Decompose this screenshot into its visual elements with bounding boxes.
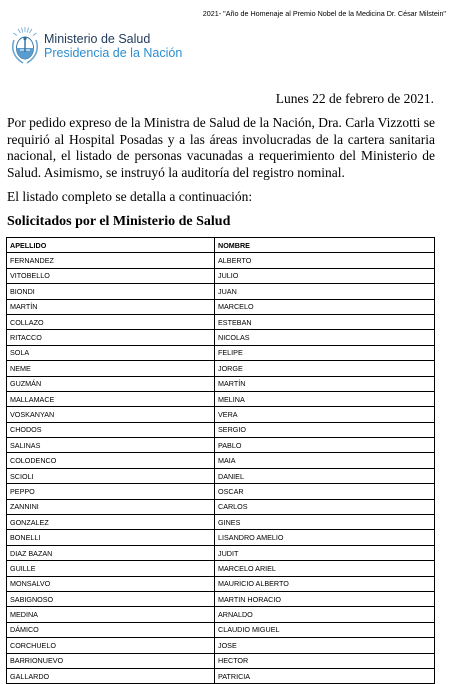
nombre-cell: MARCELO ARIEL: [215, 561, 435, 576]
intro-paragraph: Por pedido expreso de la Ministra de Salud de la Nación, Dra. Carla Vizzotti se requirió al Hospital Posadas y a las áreas involucradas de la cartera sanitaria nacional, el listado de personas vacunadas a requerimiento del Ministerio de Salud. Asimismo, se instruyó la auditoría del registro nominal.: [7, 115, 435, 180]
apellido-cell: GONZALEZ: [7, 515, 215, 530]
nombre-cell: ESTEBAN: [215, 314, 435, 329]
nombre-cell: NICOLAS: [215, 330, 435, 345]
argentina-coat-of-arms-icon: [10, 26, 40, 66]
apellido-cell: DIAZ BAZAN: [7, 545, 215, 560]
table-row: [7, 391, 435, 406]
nombre-cell: HECTOR: [215, 653, 435, 668]
nombre-cell: PABLO: [215, 438, 435, 453]
apellido-cell: GALLARDO: [7, 668, 215, 683]
apellido-cell: SALINAS: [7, 438, 215, 453]
nombre-cell: JOSE: [215, 638, 435, 653]
apellido-cell: MEDINA: [7, 607, 215, 622]
nombre-cell: MARCELO: [215, 299, 435, 314]
apellido-cell: FERNANDEZ: [7, 253, 215, 268]
nombre-cell: PATRICIA: [215, 668, 435, 683]
apellido-cell: CORCHUELO: [7, 638, 215, 653]
table-row: [7, 545, 435, 560]
vaccinated-list-table: [6, 237, 435, 684]
nombre-cell: VERA: [215, 407, 435, 422]
table-row: [7, 468, 435, 483]
nombre-cell: SERGIO: [215, 422, 435, 437]
table-row: [7, 407, 435, 422]
table-row: [7, 591, 435, 606]
apellido-cell: DÁMICO: [7, 622, 215, 637]
table-row: [7, 453, 435, 468]
nombre-cell: MARTIN HORACIO: [215, 591, 435, 606]
table-row: [7, 345, 435, 360]
table-row: [7, 653, 435, 668]
apellido-cell: COLLAZO: [7, 314, 215, 329]
nombre-cell: JUAN: [215, 284, 435, 299]
table-row: [7, 622, 435, 637]
apellido-cell: PEPPO: [7, 484, 215, 499]
apellido-cell: SOLA: [7, 345, 215, 360]
apellido-cell: VOSKANYAN: [7, 407, 215, 422]
apellido-cell: NEME: [7, 361, 215, 376]
nombre-cell: LISANDRO AMELIO: [215, 530, 435, 545]
nombre-cell: FELIPE: [215, 345, 435, 360]
nombre-cell: MELINA: [215, 391, 435, 406]
apellido-cell: CHODOS: [7, 422, 215, 437]
apellido-cell: SABIGNOSO: [7, 591, 215, 606]
column-header-apellido: APELLIDO: [7, 238, 215, 253]
table-row: [7, 561, 435, 576]
ministry-name: Ministerio de Salud: [44, 32, 151, 46]
apellido-cell: BARRIONUEVO: [7, 653, 215, 668]
nombre-cell: OSCAR: [215, 484, 435, 499]
apellido-cell: BONELLI: [7, 530, 215, 545]
table-row: [7, 638, 435, 653]
apellido-cell: MARTÍN: [7, 299, 215, 314]
apellido-cell: ZANNINI: [7, 499, 215, 514]
nombre-cell: CLAUDIO MIGUEL: [215, 622, 435, 637]
table-row: [7, 668, 435, 683]
apellido-cell: GUZMÁN: [7, 376, 215, 391]
nombre-cell: MAIA: [215, 453, 435, 468]
column-header-nombre: NOMBRE: [215, 238, 435, 253]
document-date: Lunes 22 de febrero de 2021.: [275, 91, 434, 106]
ministry-block: [44, 32, 182, 60]
table-row: [7, 422, 435, 437]
table-body: [7, 253, 435, 684]
table-row: [7, 376, 435, 391]
list-intro-paragraph: El listado completo se detalla a continuación:: [7, 189, 253, 204]
table-row: [7, 284, 435, 299]
table-row: [7, 438, 435, 453]
commemorative-motto: 2021- "Año de Homenaje al Premio Nobel de la Medicina Dr. César Milstein": [202, 9, 446, 18]
nombre-cell: ARNALDO: [215, 607, 435, 622]
nombre-cell: MAURICIO ALBERTO: [215, 576, 435, 591]
apellido-cell: VITOBELLO: [7, 268, 215, 283]
apellido-cell: MONSALVO: [7, 576, 215, 591]
apellido-cell: GUILLE: [7, 561, 215, 576]
table-row: [7, 484, 435, 499]
letterhead: [10, 26, 182, 66]
apellido-cell: RITACCO: [7, 330, 215, 345]
table-row: [7, 576, 435, 591]
table-row: [7, 299, 435, 314]
nombre-cell: JORGE: [215, 361, 435, 376]
table-row: [7, 515, 435, 530]
apellido-cell: BIONDI: [7, 284, 215, 299]
list-title: Solicitados por el Ministerio de Salud: [7, 214, 231, 229]
table-row: [7, 253, 435, 268]
table-row: [7, 499, 435, 514]
table-row: [7, 330, 435, 345]
presidency-name: Presidencia de la Nación: [44, 46, 183, 60]
apellido-cell: COLODENCO: [7, 453, 215, 468]
table-row: [7, 268, 435, 283]
nombre-cell: JULIO: [215, 268, 435, 283]
nombre-cell: CARLOS: [215, 499, 435, 514]
nombre-cell: GINES: [215, 515, 435, 530]
apellido-cell: SCIOLI: [7, 468, 215, 483]
apellido-cell: MALLAMACE: [7, 391, 215, 406]
nombre-cell: JUDIT: [215, 545, 435, 560]
table-row: [7, 530, 435, 545]
nombre-cell: DANIEL: [215, 468, 435, 483]
table-header-row: [7, 238, 435, 253]
table-row: [7, 361, 435, 376]
table-row: [7, 607, 435, 622]
table-row: [7, 314, 435, 329]
nombre-cell: ALBERTO: [215, 253, 435, 268]
nombre-cell: MARTÍN: [215, 376, 435, 391]
